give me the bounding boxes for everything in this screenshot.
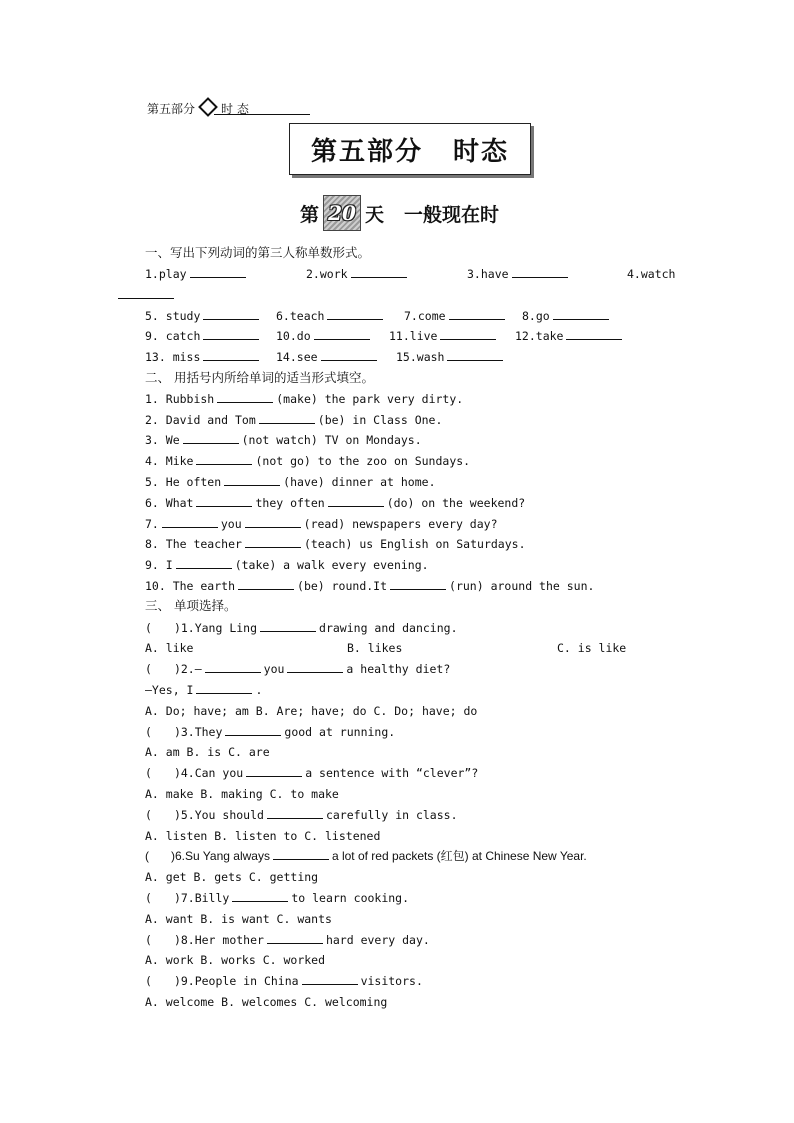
choice-options-9: A. welcome B. welcomes C. welcoming: [145, 995, 388, 1009]
verb-item: 2.work: [306, 267, 348, 281]
fill-question-6: [145, 496, 525, 510]
answer-blank[interactable]: [224, 475, 280, 486]
question-text: (be) round.It: [297, 579, 388, 593]
answer-blank[interactable]: [196, 454, 252, 465]
section1-row-2: [145, 309, 262, 323]
section1-item-4-blank: [118, 288, 177, 302]
section1-item-15: [396, 350, 506, 364]
option-b: B. likes: [347, 641, 403, 655]
answer-blank[interactable]: [183, 433, 239, 444]
section1-row-4: [145, 350, 262, 364]
choice-options-2: A. Do; have; am B. Are; have; do C. Do; have; do: [145, 704, 478, 718]
choice-options-7: A. want B. is want C. wants: [145, 912, 332, 926]
choice-options-1b: [347, 641, 402, 655]
question-text: (have) dinner at home.: [283, 475, 436, 489]
choice-question-8: [145, 933, 430, 947]
verb-item: 11.live: [389, 329, 438, 343]
fill-question-1: [145, 392, 463, 406]
section1-item-10: [276, 329, 373, 343]
question-text: —Yes, I: [145, 683, 194, 697]
day-prefix: 第: [300, 203, 320, 226]
answer-blank[interactable]: [553, 309, 609, 320]
question-text: )2.—: [173, 662, 202, 676]
question-text: )5.You should: [173, 808, 264, 822]
question-text: )1.Yang Ling: [173, 621, 258, 635]
answer-paren[interactable]: (: [145, 974, 152, 988]
answer-blank[interactable]: [217, 392, 273, 403]
answer-blank: [267, 933, 323, 944]
day-title: [300, 195, 499, 231]
choice-options-3: A. am B. is C. are: [145, 745, 270, 759]
verb-item: 12.take: [515, 329, 564, 343]
answer-blank[interactable]: [196, 496, 252, 507]
verb-item: 4.watch: [627, 267, 676, 281]
question-text: )9.People in China: [173, 974, 299, 988]
question-text: )6.Su Yang always: [171, 849, 270, 863]
answer-blank[interactable]: [314, 329, 370, 340]
answer-blank[interactable]: [190, 267, 246, 278]
question-text: )3.They: [173, 725, 223, 739]
question-text: 9. I: [145, 558, 173, 572]
question-text: (make) the park very dirty.: [276, 392, 464, 406]
section1-row-1: [145, 267, 249, 281]
answer-blank[interactable]: [328, 496, 384, 507]
question-text: 8. The teacher: [145, 537, 242, 551]
day-suffix: 天: [365, 203, 385, 226]
answer-blank[interactable]: [203, 309, 259, 320]
choice-question-4: [145, 766, 478, 780]
question-text: 4. Mike: [145, 454, 194, 468]
section1-heading: 一、写出下列动词的第三人称单数形式。: [145, 245, 371, 260]
answer-blank[interactable]: [238, 579, 294, 590]
question-text: )8.Her mother: [173, 933, 264, 947]
day-number-badge: [323, 195, 361, 231]
question-text: (teach) us English on Saturdays.: [303, 537, 526, 551]
answer-blank: [246, 766, 302, 777]
answer-blank[interactable]: [162, 517, 218, 528]
title-right: 时态: [453, 136, 510, 167]
answer-blank[interactable]: [176, 558, 232, 569]
section1-item-6: [276, 309, 386, 323]
day-number: 20: [328, 201, 356, 225]
answer-blank[interactable]: [512, 267, 568, 278]
verb-item: 14.see: [276, 350, 318, 364]
option-c: C. is like: [557, 641, 627, 655]
answer-blank: [273, 849, 329, 860]
choice-options-1c: [557, 641, 626, 655]
answer-blank[interactable]: [259, 413, 315, 424]
fill-question-10: [145, 579, 594, 593]
answer-paren[interactable]: (: [145, 766, 152, 780]
answer-blank[interactable]: [447, 350, 503, 361]
part-label: 第五部分: [147, 102, 196, 116]
option-a: A. like: [145, 641, 194, 655]
verb-item: 15.wash: [396, 350, 445, 364]
answer-paren[interactable]: (: [145, 933, 152, 947]
answer-blank[interactable]: [566, 329, 622, 340]
section1-item-3: [467, 267, 571, 281]
section1-item-8: [522, 309, 612, 323]
answer-paren[interactable]: (: [145, 662, 152, 676]
choice-question-5: [145, 808, 458, 822]
question-text: you: [220, 517, 242, 531]
question-text: you: [263, 662, 285, 676]
section1-item-11: [389, 329, 499, 343]
fill-question-3: [145, 433, 422, 447]
choice-reply-2: [145, 683, 262, 697]
question-text: they often: [255, 496, 325, 510]
answer-paren[interactable]: (: [145, 808, 152, 822]
header-underline: [214, 114, 310, 115]
question-text: (take) a walk every evening.: [234, 558, 429, 572]
answer-blank[interactable]: [245, 537, 301, 548]
answer-blank: [196, 683, 252, 694]
fill-question-9: [145, 558, 429, 572]
fill-question-4: [145, 454, 470, 468]
section3-heading: 三、 单项选择。: [145, 598, 237, 613]
verb-item: 7.come: [404, 309, 446, 323]
question-text: (do) on the weekend?: [386, 496, 526, 510]
fill-question-8: [145, 537, 526, 551]
choice-question-2: [145, 662, 450, 676]
answer-paren[interactable]: (: [145, 849, 149, 863]
answer-blank: [205, 662, 261, 673]
question-text: 1. Rubbish: [145, 392, 215, 406]
title-left: 第五部分: [310, 136, 423, 167]
verb-item: 10.do: [276, 329, 311, 343]
verb-item: 1.play: [145, 267, 187, 281]
choice-options-1a: [145, 641, 193, 655]
question-text: a sentence with “clever”?: [305, 766, 479, 780]
choice-question-7: [145, 891, 409, 905]
question-text: carefully in class.: [325, 808, 458, 822]
choice-question-6: [145, 849, 587, 863]
choice-options-5: A. listen B. listen to C. listened: [145, 829, 381, 843]
verb-item: 9. catch: [145, 329, 201, 343]
question-text: .: [255, 683, 263, 697]
choice-question-3: [145, 725, 395, 739]
section1-item-12: [515, 329, 625, 343]
section1-item-4: [627, 267, 675, 281]
section2-heading: 二、 用括号内所给单词的适当形式填空。: [145, 370, 374, 385]
answer-blank[interactable]: [351, 267, 407, 278]
verb-item: 8.go: [522, 309, 550, 323]
answer-blank[interactable]: [118, 288, 174, 299]
question-text: 7.: [145, 517, 159, 531]
answer-blank[interactable]: [203, 350, 259, 361]
choice-options-6: A. get B. gets C. getting: [145, 870, 319, 884]
question-text: 3. We: [145, 433, 180, 447]
choice-options-8: A. work B. works C. worked: [145, 953, 326, 967]
question-text: 5. He often: [145, 475, 222, 489]
answer-paren[interactable]: (: [145, 891, 152, 905]
answer-blank: [225, 725, 281, 736]
question-text: to learn cooking.: [291, 891, 410, 905]
question-text: (not watch) TV on Mondays.: [241, 433, 422, 447]
question-text: a healthy diet?: [346, 662, 451, 676]
section1-row-3: [145, 329, 262, 343]
answer-blank[interactable]: [440, 329, 496, 340]
question-text: drawing and dancing.: [319, 621, 458, 635]
answer-blank[interactable]: [245, 517, 301, 528]
question-text: (not go) to the zoo on Sundays.: [255, 454, 471, 468]
verb-item: 5. study: [145, 309, 201, 323]
answer-blank[interactable]: [449, 309, 505, 320]
choice-options-4: A. make B. making C. to make: [145, 787, 339, 801]
question-text: a lot of red packets (红包) at Chinese New Year.: [331, 849, 587, 863]
question-text: 6. What: [145, 496, 194, 510]
choice-question-1: [145, 621, 458, 635]
answer-paren[interactable]: (: [145, 725, 152, 739]
question-text: (read) newspapers every day?: [303, 517, 498, 531]
fill-question-5: [145, 475, 436, 489]
section1-item-2: [306, 267, 410, 281]
question-text: (be) in Class One.: [317, 413, 443, 427]
day-topic: 一般现在时: [404, 203, 500, 226]
answer-blank[interactable]: [390, 579, 446, 590]
question-text: 10. The earth: [145, 579, 236, 593]
question-text: visitors.: [360, 974, 423, 988]
answer-blank: [267, 808, 323, 819]
question-text: 2. David and Tom: [145, 413, 256, 427]
answer-blank[interactable]: [321, 350, 377, 361]
answer-blank: [260, 621, 316, 632]
part-title-box: [289, 123, 531, 175]
answer-blank: [232, 891, 288, 902]
answer-paren[interactable]: (: [145, 621, 152, 635]
question-text: )4.Can you: [173, 766, 244, 780]
fill-question-2: [145, 413, 442, 427]
fill-question-7: [145, 517, 498, 531]
question-text: good at running.: [284, 725, 396, 739]
verb-item: 6.teach: [276, 309, 325, 323]
answer-blank[interactable]: [327, 309, 383, 320]
question-text: (run) around the sun.: [449, 579, 595, 593]
answer-blank: [287, 662, 343, 673]
verb-item: 13. miss: [145, 350, 201, 364]
question-text: hard every day.: [325, 933, 430, 947]
section1-item-7: [404, 309, 508, 323]
answer-blank: [302, 974, 358, 985]
question-text: )7.Billy: [173, 891, 230, 905]
topic-label: 时 态: [221, 102, 249, 116]
verb-item: 3.have: [467, 267, 509, 281]
choice-question-9: [145, 974, 423, 988]
section1-item-14: [276, 350, 380, 364]
answer-blank[interactable]: [203, 329, 259, 340]
